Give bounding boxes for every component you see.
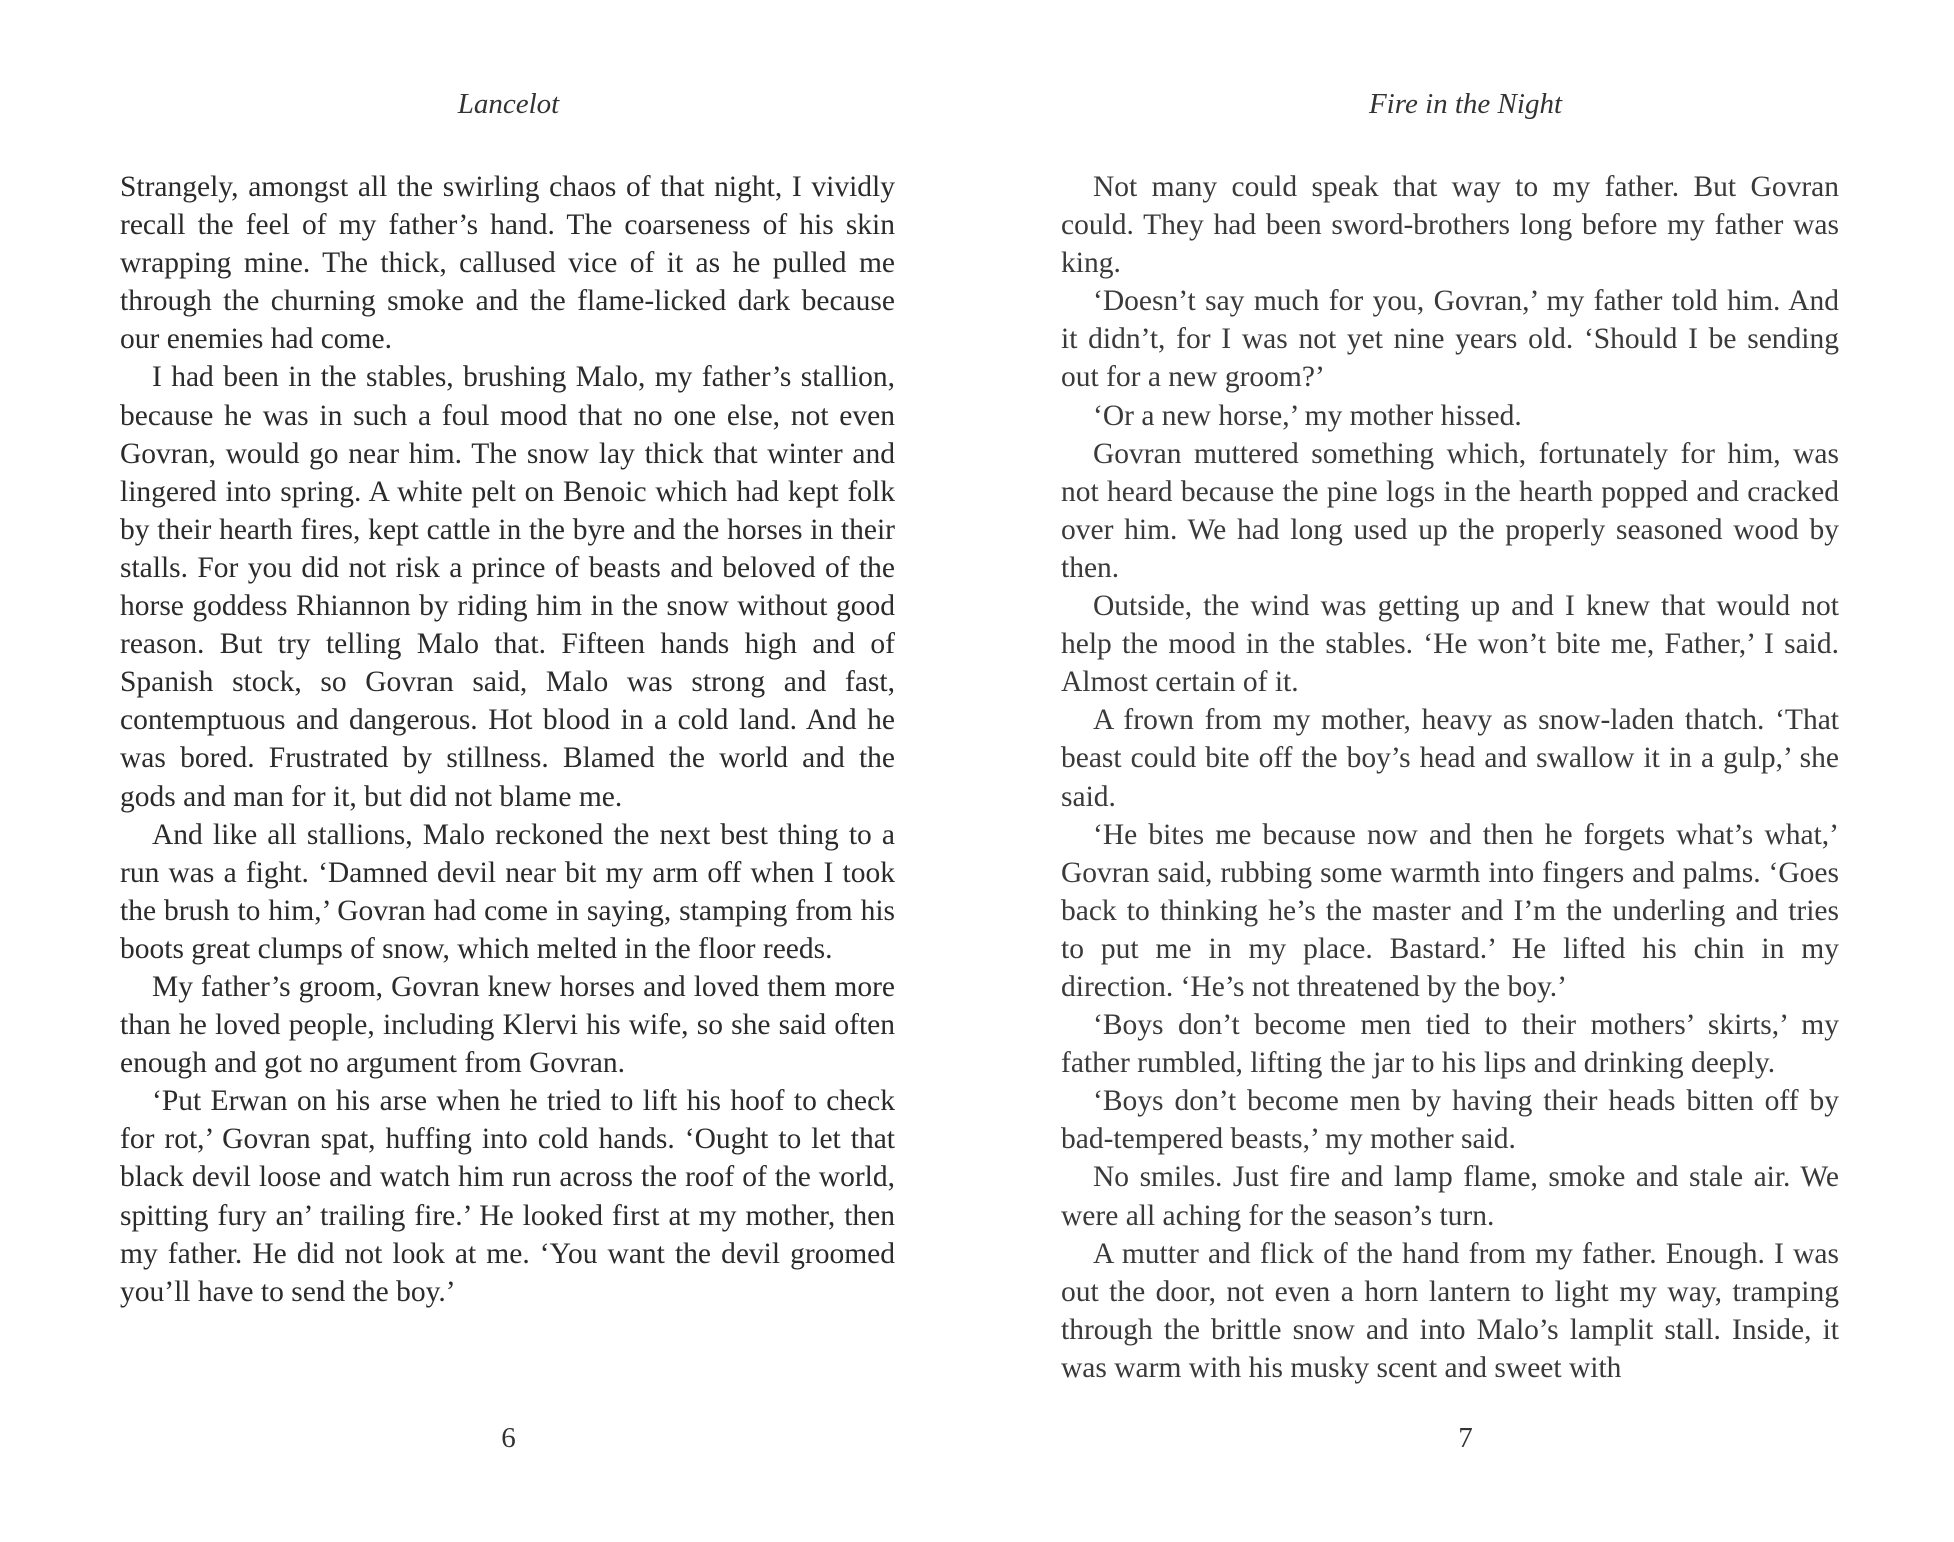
- right-page: [977, 0, 1954, 1542]
- body-text-right: [1061, 168, 1839, 1387]
- paragraph: ‘He bites me because now and then he forgets what’s what,’ Govran said, rubbing some warmth into fingers and palms. ‘Goes back to thinking he’s the master and I’m the underling and tries to put me in my place. Bastard.’ He lifted his chin in my direction. ‘He’s not threatened by the boy.’: [1061, 818, 1839, 1003]
- paragraph: ‘Put Erwan on his arse when he tried to lift his hoof to check for rot,’ Govran spat, huffing into cold hands. ‘Ought to let that black devil loose and watch him run across the roof of the world, spitting fury an’ trailing fire.’ He looked first at my mother, then my father. He did not look at me. ‘You want the devil groomed you’ll have to send the boy.’: [120, 1085, 895, 1308]
- running-head-left: Lancelot: [457, 88, 560, 120]
- running-head-right: Fire in the Night: [1368, 88, 1563, 120]
- paragraph: Govran muttered something which, fortunately for him, was not heard because the pine logs in the hearth popped and cracked over him. We had long used up the properly seasoned wood by then.: [1061, 437, 1839, 584]
- paragraph: And like all stallions, Malo reckoned the next best thing to a run was a fight. ‘Damned devil near bit my arm off when I took the brush to him,’ Govran had come in saying, stamping from his boots great clumps of snow, which melted in the floor reeds.: [120, 818, 895, 965]
- page-number-right: 7: [1458, 1422, 1473, 1454]
- paragraph: My father’s groom, Govran knew horses and loved them more than he loved people, including Klervi his wife, so she said often enough and got no argument from Govran.: [120, 970, 895, 1080]
- paragraph: Strangely, amongst all the swirling chaos of that night, I vividly recall the feel of my father’s hand. The coarseness of his skin wrapping mine. The thick, callused vice of it as he pulled me through the churning smoke and the flame-licked dark because our enemies had come.: [120, 171, 895, 356]
- paragraph: ‘Boys don’t become men tied to their mothers’ skirts,’ my father rumbled, lifting the jar to his lips and drinking deeply.: [1061, 1009, 1839, 1080]
- paragraph: Not many could speak that way to my father. But Govran could. They had been sword-brothers long before my father was king.: [1061, 171, 1839, 280]
- paragraph: A mutter and flick of the hand from my father. Enough. I was out the door, not even a horn lantern to light my way, tramping through the brittle snow and into Malo’s lamplit stall. Inside, it was warm with his musky scent and sweet with: [1061, 1237, 1839, 1384]
- page-number-left: 6: [501, 1422, 516, 1454]
- paragraph: ‘Boys don’t become men by having their heads bitten off by bad-tempered beasts,’ my mother said.: [1061, 1085, 1839, 1156]
- paragraph: A frown from my mother, heavy as snow-laden thatch. ‘That beast could bite off the boy’s head and swallow it in a gulp,’ she said.: [1061, 704, 1839, 813]
- body-text-left: [120, 168, 895, 1311]
- paragraph: Outside, the wind was getting up and I knew that would not help the mood in the stables. ‘He won’t bite me, Father,’ I said. Almost certain of it.: [1061, 590, 1839, 699]
- paragraph: I had been in the stables, brushing Malo, my father’s stallion, because he was in such a foul mood that no one else, not even Govran, would go near him. The snow lay thick that winter and lingered into spring. A white pelt on Benoic which had kept folk by their hearth fires, kept cattle in the byre and the horses in their stalls. For you did not risk a prince of beasts and beloved of the horse goddess Rhiannon by riding him in the snow without good reason. But try telling Malo that. Fifteen hands high and of Spanish stock, so Govran said, Malo was strong and fast, contemptuous and dangerous. Hot blood in a cold land. And he was bored. Frustrated by stillness. Blamed the world and the gods and man for it, but did not blame me.: [120, 361, 895, 813]
- paragraph: ‘Or a new horse,’ my mother hissed.: [1093, 399, 1522, 432]
- paragraph: ‘Doesn’t say much for you, Govran,’ my father told him. And it didn’t, for I was not yet nine years old. ‘Should I be sending out for a new groom?’: [1061, 285, 1839, 394]
- paragraph: No smiles. Just fire and lamp flame, smoke and stale air. We were all aching for the season’s turn.: [1061, 1161, 1839, 1232]
